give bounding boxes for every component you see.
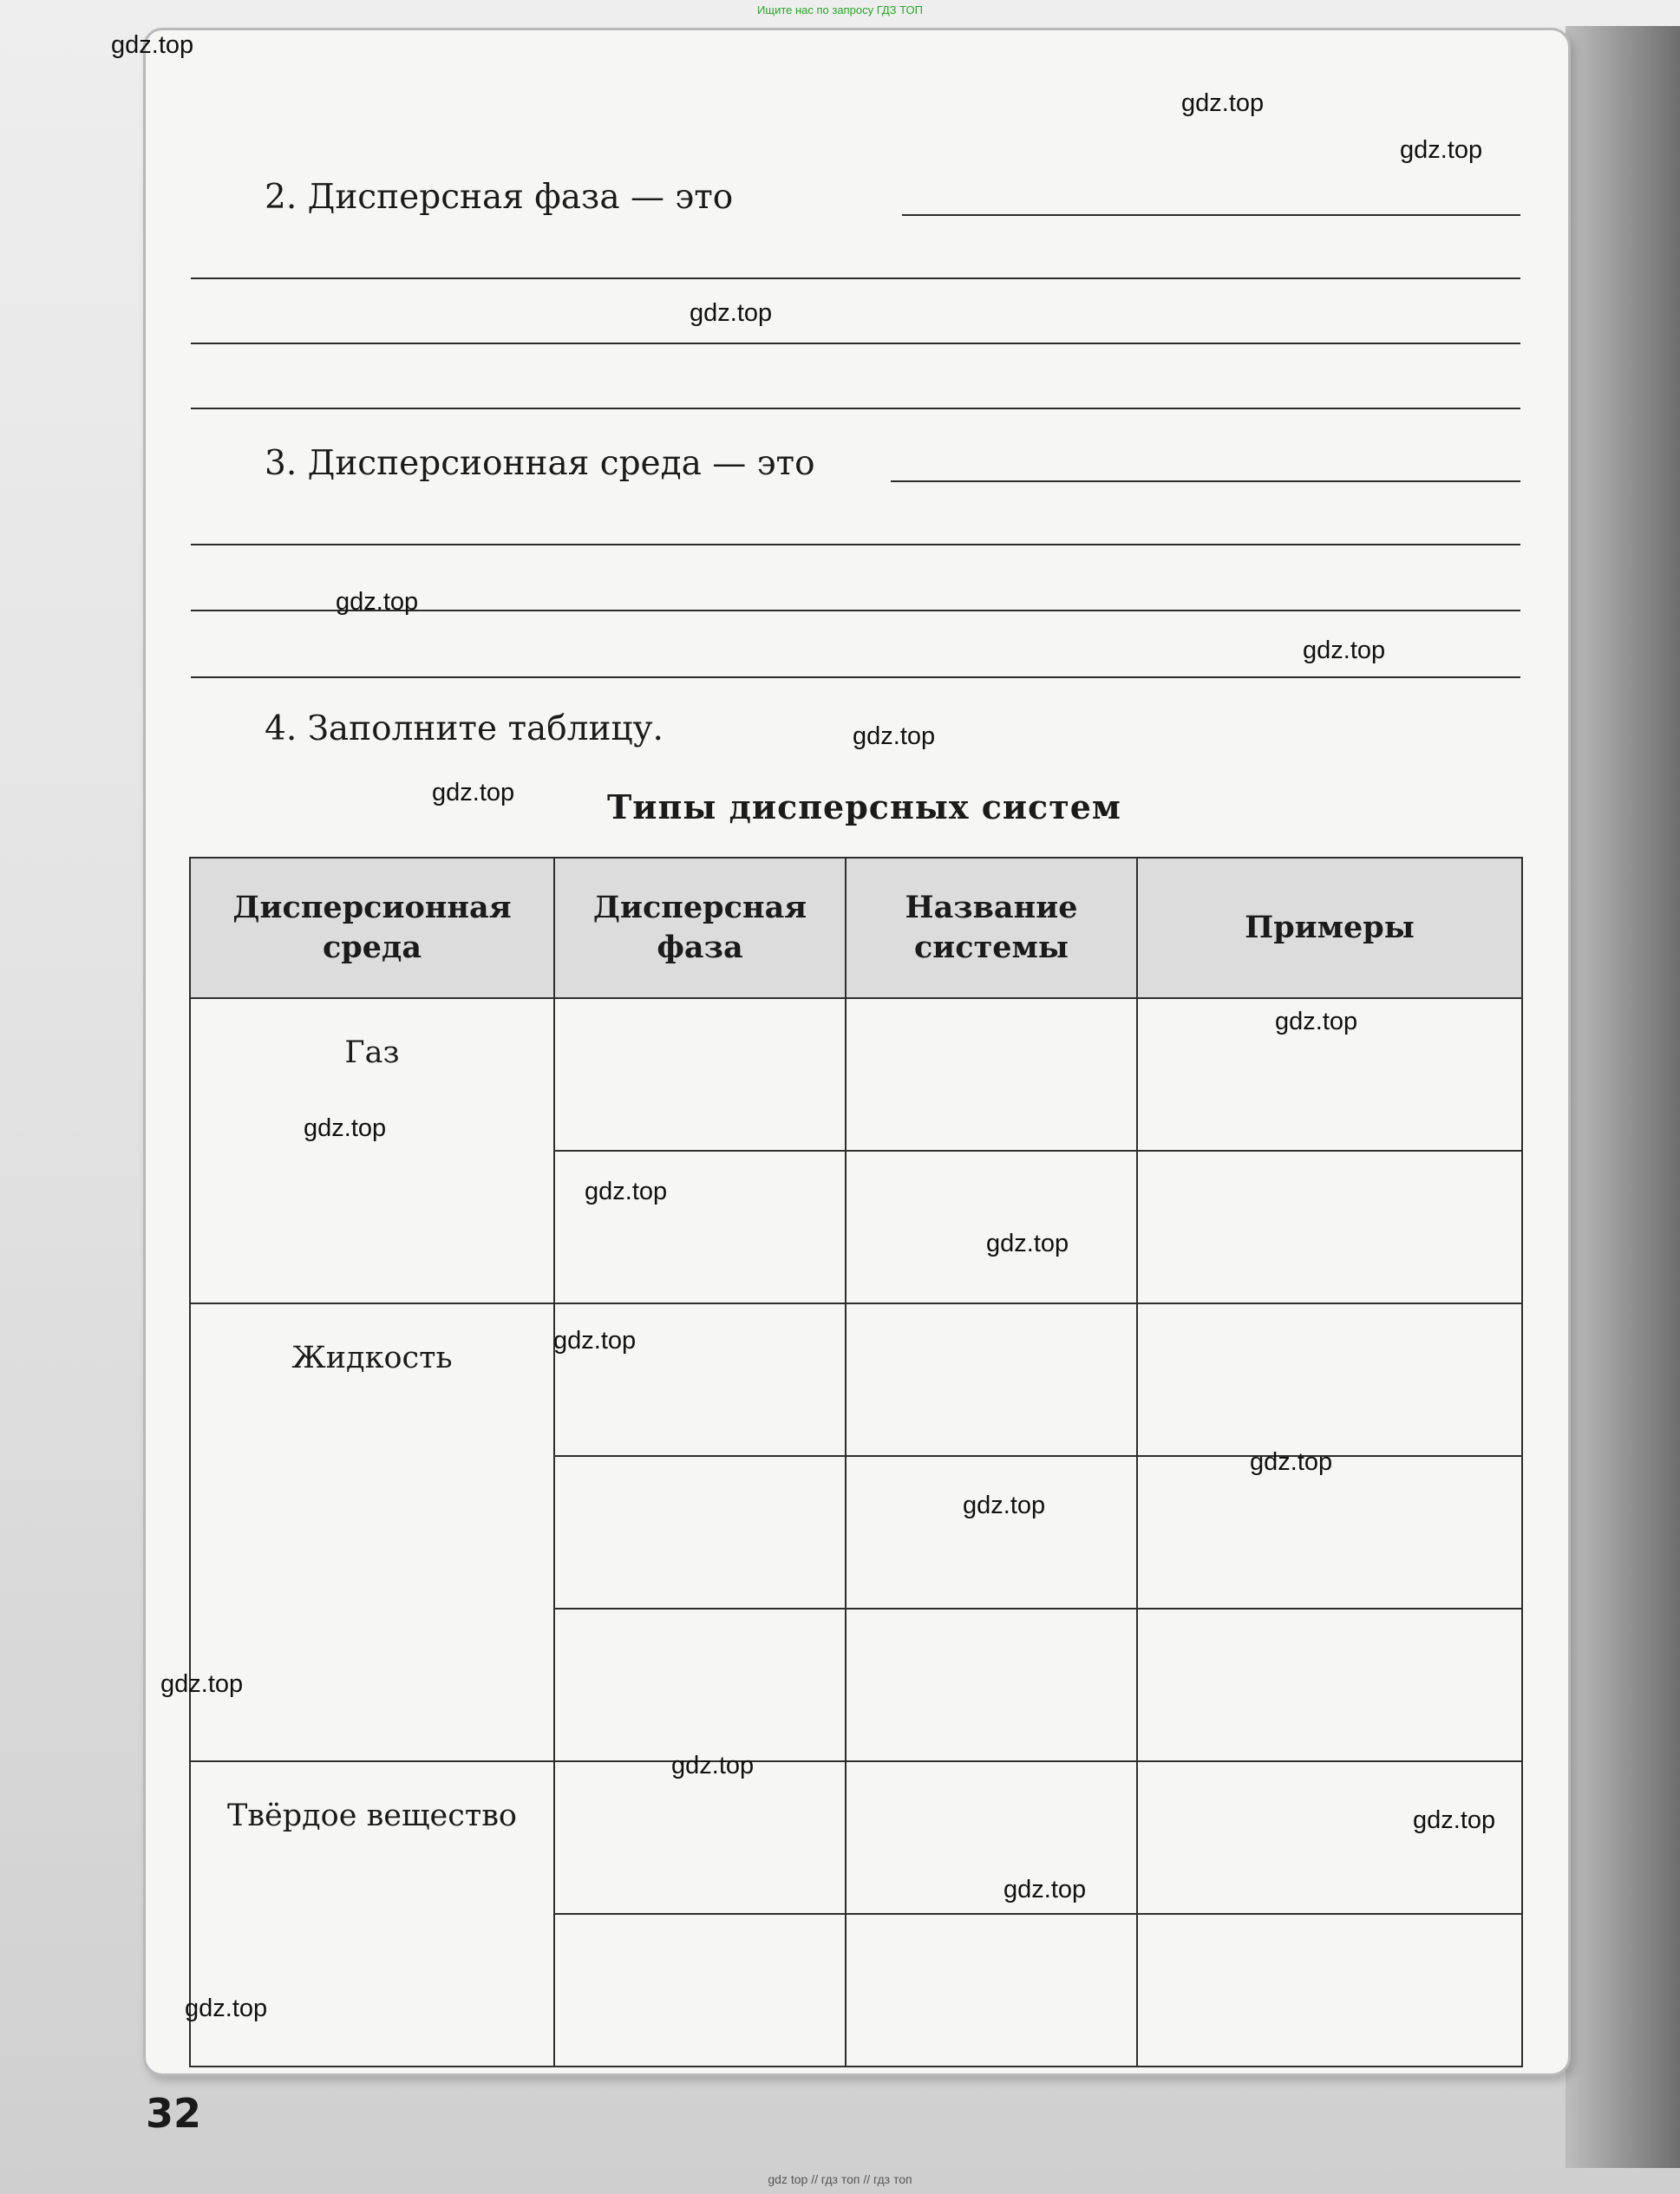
watermark: gdz.top xyxy=(853,722,936,750)
watermark: gdz.top xyxy=(1181,89,1265,117)
watermark: gdz.top xyxy=(432,779,515,806)
answer-line xyxy=(191,676,1520,678)
answer-cell[interactable] xyxy=(846,1151,1137,1303)
watermark: gdz.top xyxy=(671,1752,755,1779)
watermark: gdz.top xyxy=(1003,1876,1087,1903)
answer-cell[interactable] xyxy=(554,1609,846,1761)
watermark: gdz.top xyxy=(1250,1448,1333,1476)
answer-cell[interactable] xyxy=(846,1609,1137,1761)
answer-cell[interactable] xyxy=(1137,1303,1522,1456)
watermark: gdz.top xyxy=(336,588,419,616)
watermark: gdz.top xyxy=(185,1995,268,2022)
header-dispersed-phase: Дисперсная фаза xyxy=(554,858,846,998)
watermark: gdz.top xyxy=(585,1178,668,1205)
question-3-label: 3. Дисперсионная среда — это xyxy=(265,444,815,483)
answer-line xyxy=(191,343,1520,344)
answer-cell[interactable] xyxy=(554,1761,846,1914)
answer-line xyxy=(891,480,1520,482)
answer-cell[interactable] xyxy=(554,1914,846,2067)
question-4-label: 4. Заполните таблицу. xyxy=(265,709,664,748)
page-number: 32 xyxy=(146,2090,202,2137)
book-edge xyxy=(1566,26,1680,2168)
watermark: gdz.top xyxy=(1303,637,1386,664)
watermark: gdz.top xyxy=(690,299,773,327)
watermark: gdz.top xyxy=(1400,136,1483,164)
medium-liquid: Жидкость xyxy=(190,1303,554,1761)
medium-gas: Газ xyxy=(190,998,554,1303)
watermark: gdz.top xyxy=(111,31,194,59)
medium-solid: Твёрдое вещество xyxy=(190,1761,554,2067)
question-2-label: 2. Дисперсная фаза — это xyxy=(265,178,734,217)
answer-cell[interactable] xyxy=(846,1761,1137,1914)
table-title: Типы дисперсных систем xyxy=(607,787,1121,826)
bottom-banner: gdz top // гдз топ // гдз топ xyxy=(768,2172,912,2186)
watermark: gdz.top xyxy=(160,1670,244,1698)
answer-cell[interactable] xyxy=(1137,1456,1522,1609)
answer-cell[interactable] xyxy=(846,998,1137,1151)
answer-cell[interactable] xyxy=(846,1303,1137,1456)
watermark: gdz.top xyxy=(304,1114,387,1142)
watermark: gdz.top xyxy=(1413,1806,1496,1834)
answer-line xyxy=(191,278,1520,279)
header-examples: Примеры xyxy=(1137,858,1522,998)
answer-cell[interactable] xyxy=(1137,1761,1522,1914)
answer-line xyxy=(902,214,1520,216)
answer-cell[interactable] xyxy=(1137,1914,1522,2067)
watermark: gdz.top xyxy=(553,1327,637,1355)
answer-line xyxy=(191,544,1520,545)
header-dispersion-medium: Дисперсионная среда xyxy=(190,858,554,998)
answer-line xyxy=(191,408,1520,409)
watermark: gdz.top xyxy=(986,1230,1069,1257)
answer-cell[interactable] xyxy=(846,1456,1137,1609)
watermark: gdz.top xyxy=(1275,1008,1358,1035)
top-banner: Ищите нас по запросу ГДЗ ТОП xyxy=(757,3,923,16)
answer-cell[interactable] xyxy=(1137,1151,1522,1303)
answer-cell[interactable] xyxy=(846,1914,1137,2067)
answer-cell[interactable] xyxy=(554,1456,846,1609)
answer-cell[interactable] xyxy=(554,998,846,1151)
answer-cell[interactable] xyxy=(554,1151,846,1303)
header-system-name: Название системы xyxy=(846,858,1137,998)
answer-cell[interactable] xyxy=(1137,1609,1522,1761)
watermark: gdz.top xyxy=(963,1492,1046,1519)
